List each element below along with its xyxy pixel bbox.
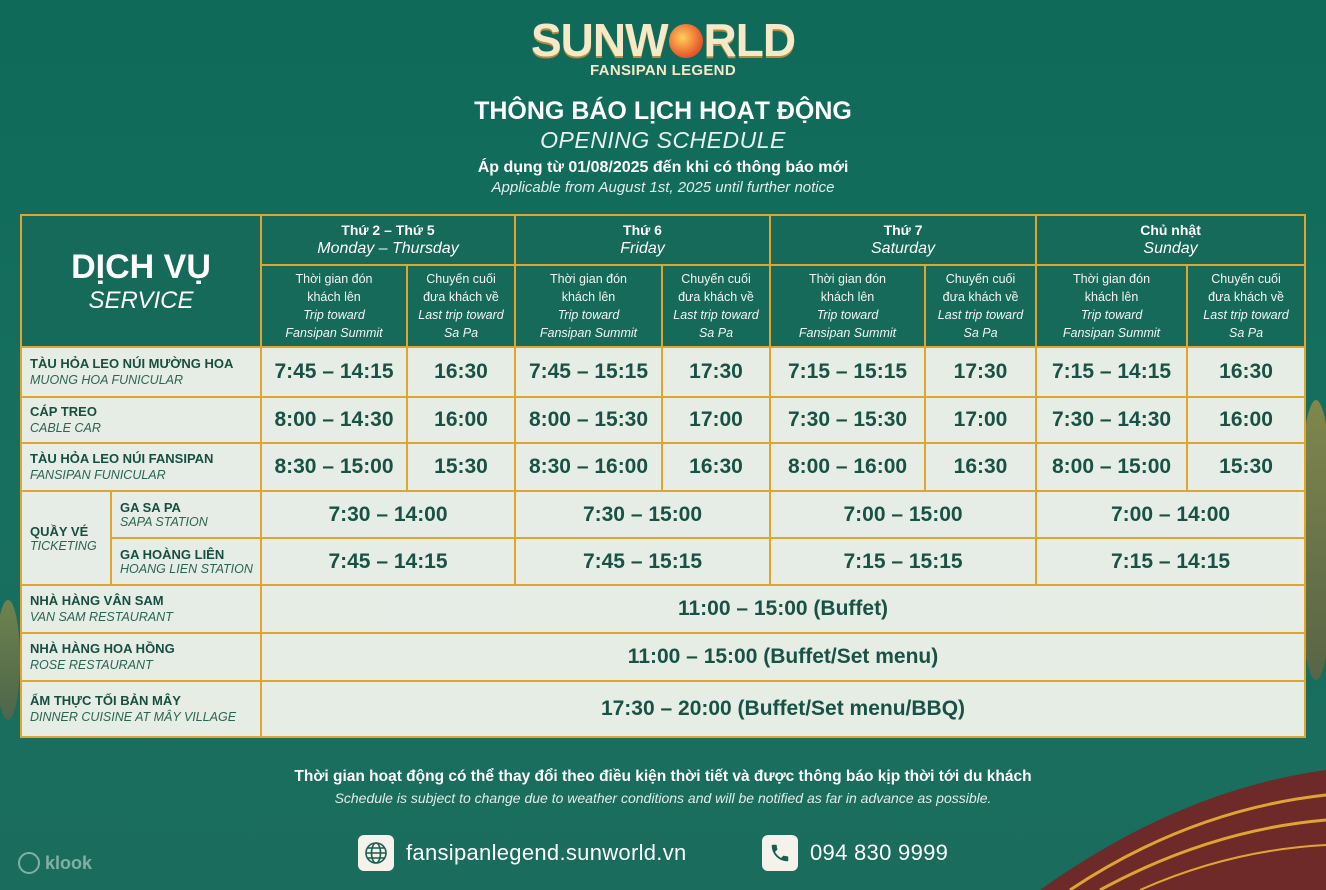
day-en: Sunday (1143, 240, 1198, 257)
website-link[interactable]: fansipanlegend.sunworld.vn (406, 840, 687, 865)
time-cell: 17:30 (925, 347, 1036, 397)
service-header-en: SERVICE (88, 287, 194, 314)
subheader-text: Chuyến cuối (426, 272, 496, 286)
day-header-mon-thu (261, 215, 515, 265)
time-cell: 11:00 – 15:00 (Buffet/Set menu) (261, 633, 1305, 681)
subheader-trip-up (261, 265, 407, 347)
service-name-en: DINNER CUISINE AT MÂY VILLAGE (30, 710, 237, 724)
day-header-sat (770, 215, 1036, 265)
time-cell: 8:30 – 16:00 (515, 443, 662, 491)
subheader-text: Last trip toward (418, 308, 504, 322)
subheader-last-trip (925, 265, 1036, 347)
service-name-cell (21, 585, 261, 633)
day-vi: Thứ 7 (883, 222, 923, 238)
service-name-cell (21, 443, 261, 491)
time-cell: 17:30 – 20:00 (Buffet/Set menu/BBQ) (261, 681, 1305, 737)
time-cell: 16:30 (925, 443, 1036, 491)
apply-date-en: Applicable from August 1st, 2025 until further notice (491, 179, 835, 196)
subheader-trip-up (770, 265, 925, 347)
station-hoanglien (112, 539, 260, 584)
time-cell: 7:30 – 15:00 (515, 491, 770, 538)
time-cell: 16:00 (1187, 397, 1305, 443)
subheader-trip-up (1036, 265, 1187, 347)
time-cell: 8:00 – 15:30 (515, 397, 662, 443)
row-fansipan-funicular (21, 443, 1305, 491)
time-cell: 15:30 (407, 443, 515, 491)
time-cell: 7:30 – 14:30 (1036, 397, 1187, 443)
subheader-last-trip (1187, 265, 1305, 347)
service-name-cell (21, 681, 261, 737)
service-name-vi: TÀU HỎA LEO NÚI MƯỜNG HOA (30, 356, 234, 371)
logo-wordmark: SUNW RLD (530, 14, 796, 66)
day-header-fri (515, 215, 770, 265)
time-cell: 8:00 – 15:00 (1036, 443, 1187, 491)
time-cell: 7:45 – 14:15 (261, 347, 407, 397)
time-cell: 7:15 – 15:15 (770, 538, 1036, 585)
service-name-en: MUONG HOA FUNICULAR (30, 373, 184, 387)
time-cell: 16:00 (407, 397, 515, 443)
service-name-cell (21, 633, 261, 681)
subheader-text: khách lên (307, 290, 361, 304)
service-header-vi: DỊCH VỤ (71, 248, 211, 286)
service-name-cell (21, 397, 261, 443)
row-muonghoa-funicular (21, 347, 1305, 397)
day-header-sun (1036, 215, 1305, 265)
row-rose-restaurant (21, 633, 1305, 681)
subheader-text: Fansipan Summit (798, 326, 897, 340)
subheader-text: Sa Pa (698, 326, 734, 340)
subheader-text: Fansipan Summit (539, 326, 638, 340)
day-vi: Thứ 2 – Thứ 5 (341, 222, 435, 238)
service-name-vi: TÀU HỎA LEO NÚI FANSIPAN (30, 451, 214, 466)
day-en: Friday (620, 240, 665, 257)
row-sapa-station (21, 491, 1305, 538)
subheader-text: Thời gian đón (809, 272, 887, 286)
row-vansam-restaurant (21, 585, 1305, 633)
globe-icon (358, 835, 394, 871)
logo-subtitle: FANSIPAN LEGEND (590, 62, 736, 79)
brand-logo (0, 14, 1326, 79)
subheader-text: Chuyến cuối (681, 272, 751, 286)
note-en: Schedule is subject to change due to weather conditions and will be notified as far in advance as possible. (334, 790, 992, 806)
station-sapa (112, 492, 260, 539)
time-cell: 7:15 – 14:15 (1036, 347, 1187, 397)
time-cell: 7:45 – 15:15 (515, 347, 662, 397)
station-name-en: HOANG LIEN STATION (120, 562, 253, 576)
subheader-text: đưa khách về (1208, 290, 1284, 304)
time-cell: 7:30 – 14:00 (261, 491, 515, 538)
day-en: Monday – Thursday (317, 240, 459, 257)
service-name-vi: ẨM THỰC TỐI BẢN MÂY (30, 693, 181, 708)
ticketing-label (22, 492, 112, 584)
time-cell: 8:30 – 15:00 (261, 443, 407, 491)
time-cell: 16:30 (1187, 347, 1305, 397)
time-cell: 17:00 (925, 397, 1036, 443)
klook-watermark (18, 852, 92, 874)
service-name-cell (21, 347, 261, 397)
service-header (21, 215, 261, 347)
watermark-text: klook (45, 852, 93, 873)
phone-icon (762, 835, 798, 871)
subheader-text: Trip toward (1080, 308, 1143, 322)
apply-date-vi: Áp dụng từ 01/08/2025 đến khi có thông báo mới (477, 159, 849, 176)
station-name-vi: GA SA PA (120, 500, 181, 515)
schedule-table (20, 214, 1306, 738)
sun-icon (669, 24, 703, 58)
subheader-text: Last trip toward (937, 308, 1024, 322)
phone-contact[interactable] (762, 834, 948, 872)
subheader-text: Sa Pa (963, 326, 998, 340)
day-en: Saturday (871, 240, 936, 257)
service-name-vi: NHÀ HÀNG HOA HỒNG (30, 641, 175, 656)
subheader-text: Thời gian đón (1073, 272, 1151, 286)
day-vi: Chủ nhật (1140, 222, 1201, 238)
subheader-text: đưa khách về (423, 290, 499, 304)
service-name-vi: CÁP TREO (30, 404, 97, 419)
service-name-en: VAN SAM RESTAURANT (30, 610, 173, 624)
time-cell: 7:00 – 14:00 (1036, 491, 1305, 538)
ticketing-group-cell (21, 491, 261, 585)
time-cell: 17:00 (662, 397, 770, 443)
time-cell: 7:45 – 15:15 (515, 538, 770, 585)
row-dinner-cuisine (21, 681, 1305, 737)
time-cell: 8:00 – 16:00 (770, 443, 925, 491)
subheader-text: khách lên (561, 290, 616, 304)
klook-icon (18, 852, 40, 874)
time-cell: 11:00 – 15:00 (Buffet) (261, 585, 1305, 633)
time-cell: 8:00 – 14:30 (261, 397, 407, 443)
time-cell: 16:30 (662, 443, 770, 491)
subheader-text: đưa khách về (942, 290, 1019, 304)
service-name-en: CABLE CAR (30, 421, 101, 435)
subheader-text: Sa Pa (443, 326, 479, 340)
ticketing-en: TICKETING (30, 538, 97, 553)
service-name-vi: NHÀ HÀNG VÂN SAM (30, 593, 164, 608)
station-list (112, 492, 260, 584)
station-name-en: SAPA STATION (120, 515, 208, 529)
subheader-text: Thời gian đón (550, 272, 627, 286)
row-cable-car (21, 397, 1305, 443)
note-vi: Thời gian hoạt động có thể thay đổi theo điều kiện thời tiết và được thông báo kịp thời tới du khách (294, 768, 1032, 785)
ticketing-vi: QUẦY VÉ (30, 523, 89, 539)
title-vi: THÔNG BÁO LỊCH HOẠT ĐỘNG (474, 97, 852, 125)
subheader-text: đưa khách về (678, 290, 754, 304)
time-cell: 7:45 – 14:15 (261, 538, 515, 585)
day-vi: Thứ 6 (623, 222, 662, 238)
subheader-last-trip (407, 265, 515, 347)
subheader-text: Last trip toward (673, 308, 759, 322)
header-titles (0, 96, 1326, 198)
time-cell: 7:15 – 15:15 (770, 347, 925, 397)
subheader-text: Trip toward (816, 308, 879, 322)
weather-note (0, 766, 1326, 808)
service-name-en: ROSE RESTAURANT (30, 658, 153, 672)
time-cell: 7:15 – 14:15 (1036, 538, 1305, 585)
website-contact[interactable] (358, 834, 687, 872)
subheader-last-trip (662, 265, 770, 347)
subheader-trip-up (515, 265, 662, 347)
subheader-text: khách lên (1084, 290, 1139, 304)
subheader-text: Last trip toward (1203, 308, 1289, 322)
time-cell: 17:30 (662, 347, 770, 397)
header-row-days (21, 215, 1305, 265)
subheader-text: Fansipan Summit (1062, 326, 1161, 340)
subheader-text: Thời gian đón (295, 272, 373, 286)
subheader-text: Trip toward (303, 308, 365, 322)
time-cell: 16:30 (407, 347, 515, 397)
subheader-text: Chuyến cuối (1211, 272, 1281, 286)
subheader-text: khách lên (820, 290, 875, 304)
time-cell: 7:30 – 15:30 (770, 397, 925, 443)
subheader-text: Chuyến cuối (945, 272, 1016, 286)
station-name-vi: GA HOÀNG LIÊN (120, 547, 225, 562)
service-name-en: FANSIPAN FUNICULAR (30, 468, 166, 482)
phone-number[interactable]: 094 830 9999 (810, 840, 949, 865)
time-cell: 7:00 – 15:00 (770, 491, 1036, 538)
subheader-text: Sa Pa (1229, 326, 1264, 340)
time-cell: 15:30 (1187, 443, 1305, 491)
subheader-text: Trip toward (557, 308, 620, 322)
title-en: OPENING SCHEDULE (540, 127, 786, 153)
subheader-text: Fansipan Summit (285, 326, 383, 340)
